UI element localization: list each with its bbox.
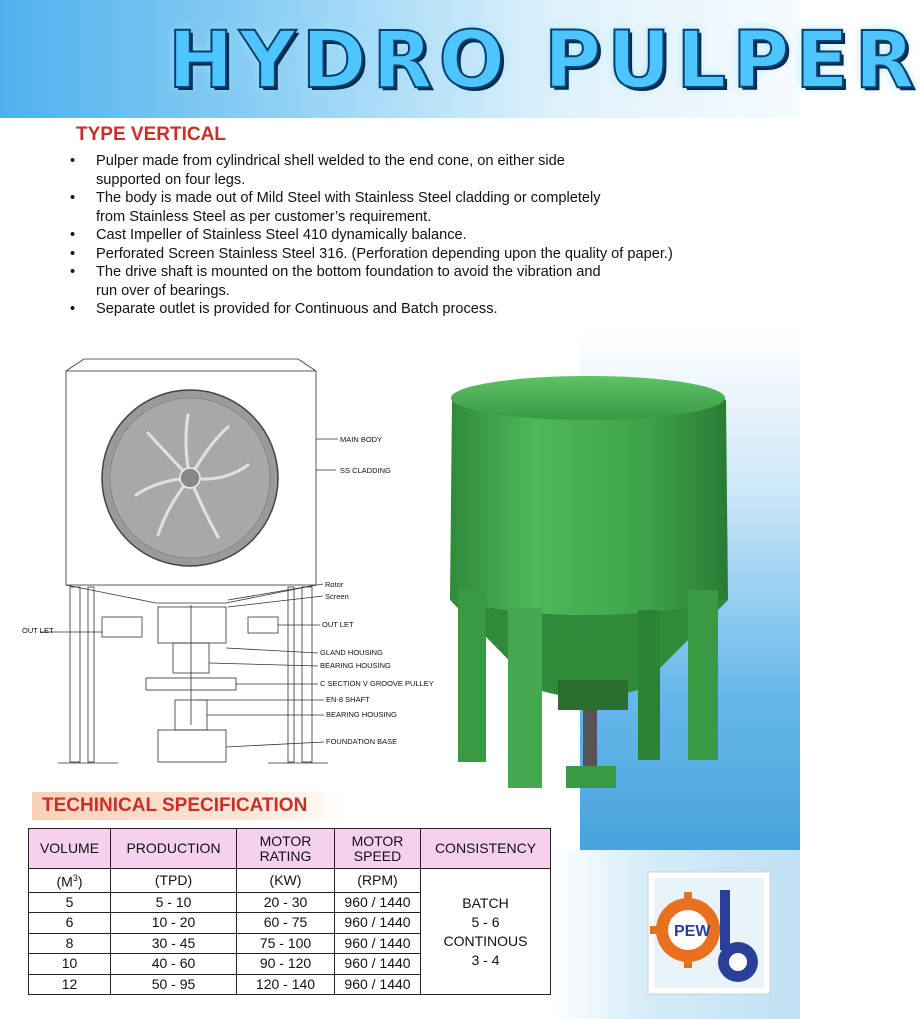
page-title: HYDRO PULPER xyxy=(168,16,921,106)
company-logo xyxy=(648,872,770,994)
feature-item xyxy=(68,300,738,319)
diagram-leg xyxy=(288,587,294,762)
diagram-gland-housing xyxy=(158,607,226,643)
machine-leg xyxy=(688,590,718,760)
feature-item xyxy=(68,226,738,245)
feature-text-cont: run over of bearings. xyxy=(96,282,230,299)
col-header-consistency: CONSISTENCY xyxy=(421,829,551,869)
label-bearing-housing-2: BEARING HOUSING xyxy=(326,710,397,719)
diagram-leg xyxy=(302,587,312,762)
label-pulley: C SECTION V GROOVE PULLEY xyxy=(320,679,434,688)
label-foundation-base: FOUNDATION BASE xyxy=(326,737,398,746)
feature-item xyxy=(68,189,738,226)
spec-table xyxy=(28,828,551,995)
type-title: TYPE VERTICAL xyxy=(76,124,226,145)
label-bearing-housing: BEARING HOUSING xyxy=(320,661,391,670)
label-shaft: EN-8 SHAFT xyxy=(326,695,370,704)
machine-leg xyxy=(638,610,660,760)
diagram-leg xyxy=(88,587,94,762)
feature-text: • Perforated Screen Stainless Steel 316. (Perforation depending upon the quality of paper.) xyxy=(96,245,673,262)
machine-leg xyxy=(508,608,542,788)
feature-text: • The drive shaft is mounted on the bottom foundation to avoid the vibration and xyxy=(96,264,601,280)
label-screen: Screen xyxy=(325,592,349,601)
technical-diagram xyxy=(18,355,448,775)
feature-list xyxy=(68,152,738,319)
unit-production: (TPD) xyxy=(111,869,237,893)
logo-svg xyxy=(648,872,770,994)
table-header-row xyxy=(29,829,551,869)
feature-text-cont: supported on four legs. xyxy=(96,171,246,188)
unit-speed: (RPM) xyxy=(335,869,421,893)
cell-volume: 6 xyxy=(29,913,111,934)
label-main-body: MAIN BODY xyxy=(340,435,383,444)
feature-text: • Cast Impeller of Stainless Steel 410 dynamically balance. xyxy=(96,227,467,243)
cell-volume: 10 xyxy=(29,954,111,975)
feature-text: • The body is made out of Mild Steel with Stainless Steel cladding or completely xyxy=(96,190,601,206)
cell-production: 30 - 45 xyxy=(111,933,237,954)
chimney-icon xyxy=(720,890,730,950)
cell-production: 5 - 10 xyxy=(111,892,237,913)
machine-leg xyxy=(458,590,486,762)
machine-photo xyxy=(438,360,738,800)
machine-illustration xyxy=(438,360,738,800)
cell-speed: 960 / 1440 xyxy=(335,892,421,913)
label-rotor: Rotor xyxy=(325,580,344,589)
cell-volume: 8 xyxy=(29,933,111,954)
diagram-foundation-base xyxy=(158,730,226,762)
cell-speed: 960 / 1440 xyxy=(335,913,421,934)
feature-text: • Separate outlet is provided for Continuous and Batch process. xyxy=(96,301,498,317)
col-header-volume: VOLUME xyxy=(29,829,111,869)
diagram-outlet-right xyxy=(248,617,278,633)
logo-text: PEW xyxy=(674,923,711,940)
unit-rating: (KW) xyxy=(237,869,335,893)
diagram-svg xyxy=(18,355,448,775)
label-ss-cladding: SS CLADDING xyxy=(340,466,391,475)
label-out-let-left: OUT LET xyxy=(22,626,54,635)
cell-rating: 20 - 30 xyxy=(237,892,335,913)
diagram-leg xyxy=(70,587,80,762)
cell-production: 50 - 95 xyxy=(111,974,237,995)
col-header-motor-rating: MOTOR RATING xyxy=(237,829,335,869)
cell-rating: 120 - 140 xyxy=(237,974,335,995)
col-header-motor-speed: MOTOR SPEED xyxy=(335,829,421,869)
cell-production: 40 - 60 xyxy=(111,954,237,975)
label-out-let-right: OUT LET xyxy=(322,620,354,629)
diagram-lid xyxy=(66,359,316,371)
diagram-cone xyxy=(66,585,316,603)
machine-foot xyxy=(566,766,616,788)
cell-speed: 960 / 1440 xyxy=(335,974,421,995)
cell-volume: 5 xyxy=(29,892,111,913)
cell-speed: 960 / 1440 xyxy=(335,954,421,975)
machine-shaft xyxy=(583,710,597,770)
unit-volume: $(M^3)$ xyxy=(29,869,111,893)
feature-item xyxy=(68,263,738,300)
feature-text: • Pulper made from cylindrical shell welded to the end cone, on either side xyxy=(96,153,565,169)
consistency-cell: BATCH 5 - 6 CONTINOUS 3 - 4 xyxy=(421,869,551,995)
col-header-production: PRODUCTION xyxy=(111,829,237,869)
cell-production: 10 - 20 xyxy=(111,913,237,934)
table-units-row xyxy=(29,869,551,893)
feature-text-cont: from Stainless Steel as per customer’s requirement. xyxy=(96,208,432,225)
cell-speed: 960 / 1440 xyxy=(335,933,421,954)
machine-base-housing xyxy=(558,680,628,710)
spec-heading: TECHINICAL SPECIFICATION xyxy=(32,792,344,820)
label-gland-housing: GLAND HOUSING xyxy=(320,648,383,657)
cell-rating: 60 - 75 xyxy=(237,913,335,934)
cell-rating: 75 - 100 xyxy=(237,933,335,954)
cell-rating: 90 - 120 xyxy=(237,954,335,975)
feature-item xyxy=(68,245,738,264)
diagram-outlet-left xyxy=(102,617,142,637)
feature-item xyxy=(68,152,738,189)
cell-volume: 12 xyxy=(29,974,111,995)
